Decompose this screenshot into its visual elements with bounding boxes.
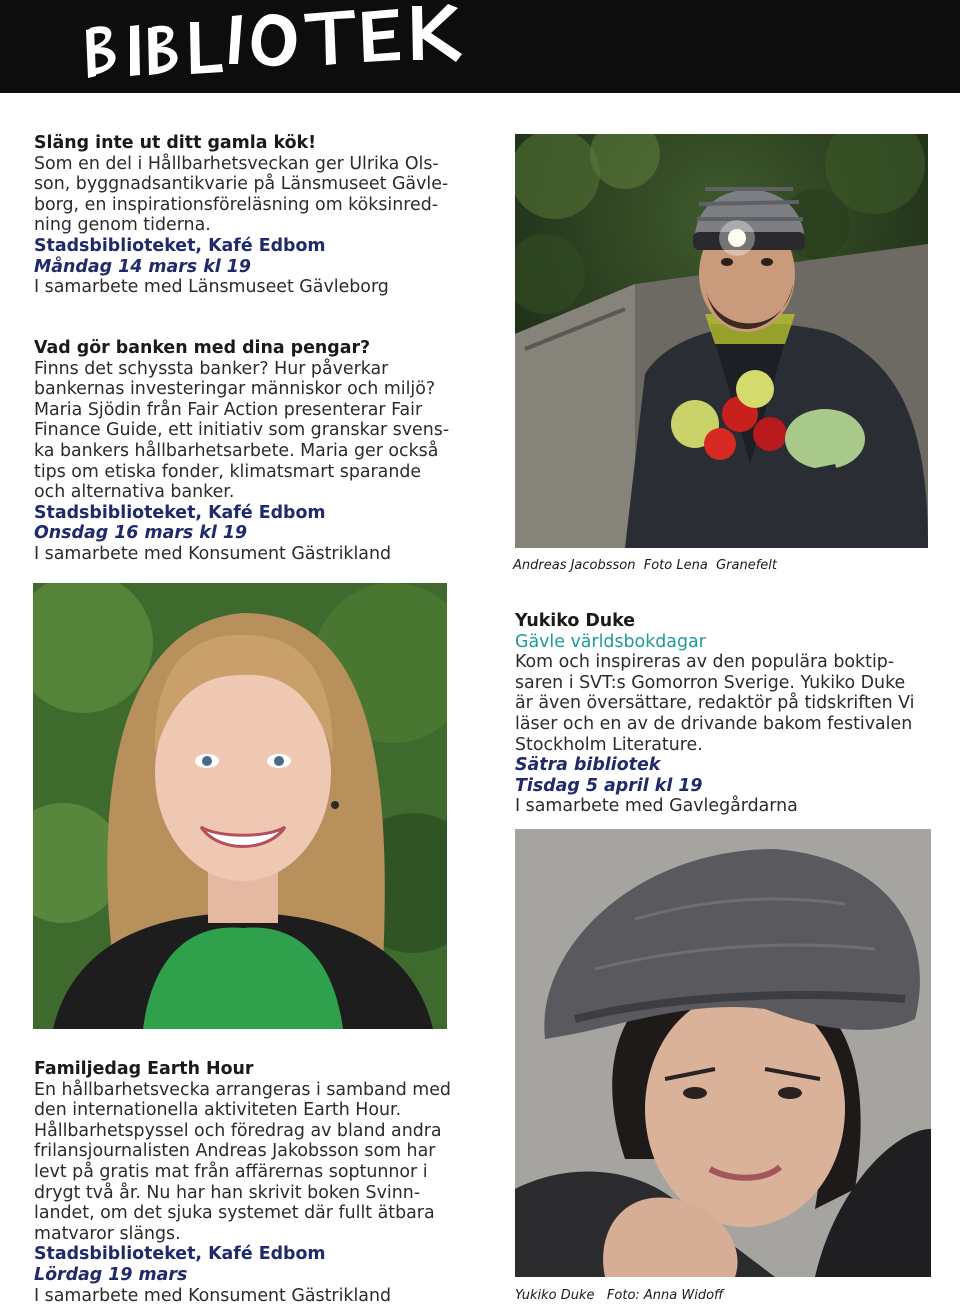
event-body-line: Maria Sjödin från Fair Action presenterar Fair — [34, 399, 423, 420]
masthead-logo — [86, 2, 466, 82]
man-with-headlamp-holding-vegetables-photo — [515, 134, 928, 548]
event-body-line: bankernas investeringar människor och miljö? — [34, 379, 436, 400]
event-partner: I samarbete med Gavlegårdarna — [515, 796, 798, 817]
smiling-woman-blonde-hair-photo — [33, 583, 447, 1029]
event-venue: Stadsbiblioteket, Kafé Edbom — [34, 235, 326, 256]
event-date: Måndag 14 mars kl 19 — [34, 256, 251, 277]
event-body-line: ning genom tiderna. — [34, 215, 211, 236]
event-partner: I samarbete med Konsument Gästrikland — [34, 543, 392, 564]
event-body-line: levt på gratis mat från affärernas soptunnor i — [34, 1161, 428, 1182]
event-body-line: frilansjournalisten Andreas Jakobsson som har — [34, 1141, 436, 1162]
event-venue: Stadsbiblioteket, Kafé Edbom — [34, 1244, 326, 1265]
event-body-line: ka bankers hållbarhetsarbete. Maria ger också — [34, 440, 439, 461]
event-venue: Sätra bibliotek — [515, 755, 661, 776]
photo-andreas — [515, 134, 928, 548]
event-body-line: En hållbarhetsvecka arrangeras i samband med — [34, 1079, 451, 1100]
event-title: Familjedag Earth Hour — [34, 1059, 254, 1079]
event-body-line: saren i SVT:s Gomorron Sverige. Yukiko Duke — [515, 672, 906, 693]
event-body-line: är även översättare, redaktör på tidskriften Vi — [515, 693, 915, 714]
event-body-line: och alternativa banker. — [34, 482, 235, 503]
event-yukiko — [515, 611, 935, 817]
event-body-line: matvaror slängs. — [34, 1223, 181, 1244]
header-bar — [0, 0, 960, 93]
event-body-line: borg, en inspirationsföreläsning om köksinred- — [34, 194, 439, 215]
photo-yukiko — [515, 829, 931, 1277]
event-earth-hour — [34, 1059, 474, 1306]
event-date: Tisdag 5 april kl 19 — [515, 775, 703, 796]
caption-andreas: Andreas Jacobsson Foto Lena Granefelt — [513, 558, 777, 573]
event-partner: I samarbete med Länsmuseet Gävleborg — [34, 277, 389, 298]
event-body-line: Stockholm Literature. — [515, 734, 703, 755]
event-bank — [34, 338, 474, 565]
event-subtitle: Gävle världsbokdagar — [515, 631, 706, 652]
event-body-line: son, byggnadsantikvarie på Länsmuseet Gävle- — [34, 174, 449, 195]
event-body-line: den internationella aktiviteten Earth Hour. — [34, 1100, 402, 1121]
event-kok — [34, 133, 464, 298]
event-body-line: Som en del i Hållbarhetsveckan ger Ulrika Ols- — [34, 153, 439, 174]
event-title: Vad gör banken med dina pengar? — [34, 338, 371, 358]
event-date: Lördag 19 mars — [34, 1264, 188, 1285]
event-body-line: Finns det schyssta banker? Hur påverkar — [34, 358, 389, 379]
event-body-line: drygt två år. Nu har han skrivit boken Svinn- — [34, 1182, 421, 1203]
event-body-line: tips om etiska fonder, klimatsmart sparande — [34, 461, 422, 482]
event-body-line: Hållbarhetspyssel och föredrag av bland andra — [34, 1120, 442, 1141]
event-body-line: läser och en av de drivande bakom festivalen — [515, 713, 913, 734]
event-title: Yukiko Duke — [515, 611, 636, 631]
event-date: Onsdag 16 mars kl 19 — [34, 523, 248, 544]
event-body-line: landet, om det sjuka systemet där fullt ätbara — [34, 1203, 435, 1224]
event-body-line: Finance Guide, ett initiativ som granskar svens- — [34, 420, 450, 441]
event-partner: I samarbete med Konsument Gästrikland — [34, 1285, 392, 1306]
caption-yukiko: Yukiko Duke Foto: Anna Widoff — [515, 1288, 724, 1303]
event-body-line: Kom och inspireras av den populära boktip- — [515, 652, 895, 673]
event-title: Släng inte ut ditt gamla kök! — [34, 133, 317, 153]
event-venue: Stadsbiblioteket, Kafé Edbom — [34, 502, 326, 523]
woman-in-grey-hat-photo — [515, 829, 931, 1277]
photo-maria — [33, 583, 447, 1029]
